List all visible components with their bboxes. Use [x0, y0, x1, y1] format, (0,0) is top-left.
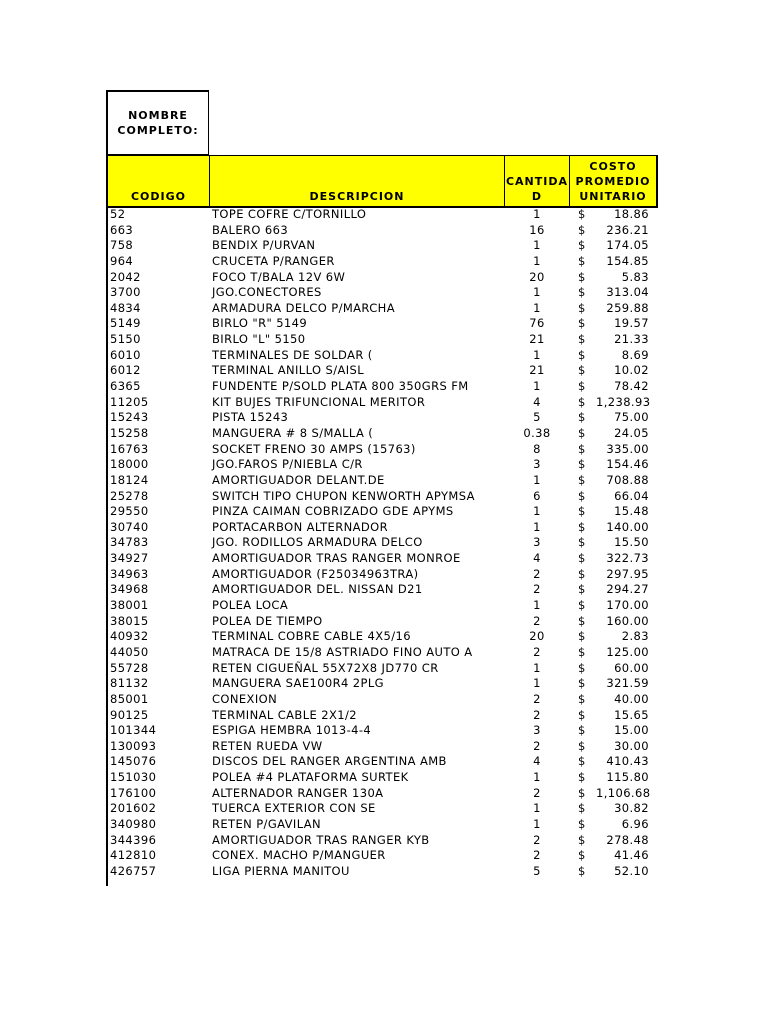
- row-description: SOCKET FRENO 30 AMPS (15763): [212, 441, 416, 456]
- row-code: 85001: [110, 691, 149, 706]
- row-code: 90125: [110, 707, 149, 722]
- row-code: 52: [110, 207, 126, 221]
- header-costo: [569, 155, 658, 208]
- row-currency-symbol: $: [578, 785, 586, 800]
- table-row: [0, 332, 768, 348]
- row-code: 38015: [110, 613, 149, 628]
- row-description: DISCOS DEL RANGER ARGENTINA AMB: [212, 754, 447, 769]
- row-currency-symbol: $: [578, 363, 586, 378]
- row-code: 964: [110, 253, 134, 268]
- header-costo-line1: COSTO: [589, 160, 637, 173]
- row-unit-cost: 2.83: [621, 629, 649, 644]
- row-quantity: 20: [529, 629, 545, 644]
- row-quantity: 1: [533, 519, 541, 534]
- row-currency-symbol: $: [578, 519, 586, 534]
- nombre-completo-label: [106, 90, 209, 155]
- row-quantity: 1: [533, 801, 541, 816]
- row-quantity: 1: [533, 504, 541, 519]
- row-unit-cost: 41.46: [614, 848, 649, 863]
- row-code: 81132: [110, 676, 149, 691]
- row-unit-cost: 278.48: [606, 832, 649, 847]
- row-code: 15243: [110, 410, 149, 425]
- row-quantity: 21: [529, 332, 545, 347]
- row-unit-cost: 313.04: [606, 285, 649, 300]
- row-currency-symbol: $: [578, 551, 586, 566]
- row-unit-cost: 60.00: [614, 660, 649, 675]
- row-description: POLEA DE TIEMPO: [212, 613, 323, 628]
- row-code: 18000: [110, 457, 149, 472]
- row-quantity: 2: [533, 582, 541, 597]
- row-code: 18124: [110, 472, 149, 487]
- table-row: [0, 316, 768, 332]
- row-description: PORTACARBON ALTERNADOR: [212, 519, 388, 534]
- row-quantity: 1: [533, 472, 541, 487]
- row-currency-symbol: $: [578, 379, 586, 394]
- row-code: 340980: [110, 816, 157, 831]
- row-quantity: 3: [533, 535, 541, 550]
- row-quantity: 1: [533, 285, 541, 300]
- row-code: 145076: [110, 754, 157, 769]
- row-code: 663: [110, 222, 134, 237]
- row-description: LIGA PIERNA MANITOU: [212, 863, 350, 878]
- row-currency-symbol: $: [578, 238, 586, 253]
- table-row: [0, 254, 768, 270]
- row-quantity: 3: [533, 457, 541, 472]
- row-quantity: 76: [529, 316, 545, 331]
- table-row: [0, 833, 768, 849]
- row-description: TERMINAL CABLE 2X1/2: [212, 707, 357, 722]
- row-currency-symbol: $: [578, 285, 586, 300]
- table-row: [0, 301, 768, 317]
- header-descripcion-label: DESCRIPCION: [309, 190, 405, 203]
- row-quantity: 2: [533, 707, 541, 722]
- table-row: [0, 348, 768, 364]
- nombre-label-line2: COMPLETO:: [117, 124, 199, 137]
- table-row: [0, 442, 768, 458]
- row-description: BIRLO "R" 5149: [212, 316, 308, 331]
- row-description: PISTA 15243: [212, 410, 289, 425]
- row-unit-cost: 154.85: [606, 253, 649, 268]
- row-unit-cost: 15.48: [614, 504, 649, 519]
- row-currency-symbol: $: [578, 316, 586, 331]
- row-description: CRUCETA P/RANGER: [212, 253, 335, 268]
- row-code: 6010: [110, 347, 141, 362]
- row-code: 412810: [110, 848, 157, 863]
- row-quantity: 1: [533, 207, 541, 221]
- row-code: 34963: [110, 566, 149, 581]
- row-unit-cost: 322.73: [606, 551, 649, 566]
- row-code: 15258: [110, 425, 149, 440]
- row-unit-cost: 236.21: [606, 222, 649, 237]
- row-quantity: 2: [533, 785, 541, 800]
- table-row: [0, 379, 768, 395]
- row-code: 758: [110, 238, 134, 253]
- row-description: AMORTIGUADOR TRAS RANGER KYB: [212, 832, 430, 847]
- header-codigo: [106, 155, 210, 208]
- header-codigo-label: CODIGO: [130, 190, 187, 203]
- table-row: [0, 739, 768, 755]
- row-code: 101344: [110, 723, 157, 738]
- row-description: TERMINAL ANILLO S/AISL: [212, 363, 365, 378]
- row-quantity: 5: [533, 863, 541, 878]
- row-quantity: 2: [533, 644, 541, 659]
- row-unit-cost: 321.59: [606, 676, 649, 691]
- row-currency-symbol: $: [578, 488, 586, 503]
- row-description: ARMADURA DELCO P/MARCHA: [212, 300, 395, 315]
- row-unit-cost: 125.00: [606, 644, 649, 659]
- table-row: [0, 551, 768, 567]
- row-unit-cost: 154.46: [606, 457, 649, 472]
- row-currency-symbol: $: [578, 300, 586, 315]
- row-currency-symbol: $: [578, 816, 586, 831]
- header-cantidad: [504, 155, 570, 208]
- row-quantity: 6: [533, 488, 541, 503]
- row-currency-symbol: $: [578, 848, 586, 863]
- row-unit-cost: 40.00: [614, 691, 649, 706]
- row-code: 4834: [110, 300, 141, 315]
- table-row: [0, 801, 768, 817]
- row-quantity: 1: [533, 770, 541, 785]
- header-cantidad-line1: CANTIDA: [505, 175, 569, 188]
- row-quantity: 5: [533, 410, 541, 425]
- row-description: TUERCA EXTERIOR CON SE: [212, 801, 376, 816]
- row-description: AMORTIGUADOR DELANT.DE: [212, 472, 385, 487]
- row-description: CONEX. MACHO P/MANGUER: [212, 848, 386, 863]
- row-currency-symbol: $: [578, 629, 586, 644]
- row-description: TERMINAL COBRE CABLE 4X5/16: [212, 629, 411, 644]
- row-code: 34927: [110, 551, 149, 566]
- row-quantity: 0.38: [523, 425, 551, 440]
- row-unit-cost: 6.96: [621, 816, 649, 831]
- row-quantity: 4: [533, 394, 541, 409]
- row-quantity: 1: [533, 816, 541, 831]
- row-quantity: 2: [533, 832, 541, 847]
- row-currency-symbol: $: [578, 472, 586, 487]
- row-currency-symbol: $: [578, 410, 586, 425]
- row-quantity: 4: [533, 754, 541, 769]
- header-costo-line3: UNITARIO: [579, 190, 647, 203]
- row-code: 16763: [110, 441, 149, 456]
- table-row: [0, 864, 768, 880]
- row-unit-cost: 410.43: [606, 754, 649, 769]
- table-row: [0, 754, 768, 770]
- row-unit-cost: 52.10: [614, 863, 649, 878]
- row-code: 34968: [110, 582, 149, 597]
- row-currency-symbol: $: [578, 832, 586, 847]
- row-quantity: 1: [533, 676, 541, 691]
- row-unit-cost: 75.00: [614, 410, 649, 425]
- row-currency-symbol: $: [578, 691, 586, 706]
- row-unit-cost: 78.42: [614, 379, 649, 394]
- table-row: [0, 567, 768, 583]
- row-unit-cost: 5.83: [621, 269, 649, 284]
- table-row: [0, 770, 768, 786]
- row-quantity: 1: [533, 300, 541, 315]
- table-row: [0, 238, 768, 254]
- row-unit-cost: 15.50: [614, 535, 649, 550]
- row-unit-cost: 19.57: [614, 316, 649, 331]
- row-unit-cost: 140.00: [606, 519, 649, 534]
- row-description: AMORTIGUADOR DEL. NISSAN D21: [212, 582, 423, 597]
- table-row: [0, 410, 768, 426]
- row-quantity: 1: [533, 347, 541, 362]
- row-code: 30740: [110, 519, 149, 534]
- table-row: [0, 363, 768, 379]
- row-currency-symbol: $: [578, 738, 586, 753]
- row-unit-cost: 18.86: [614, 207, 649, 221]
- table-row: [0, 207, 768, 223]
- row-quantity: 1: [533, 379, 541, 394]
- row-code: 25278: [110, 488, 149, 503]
- row-unit-cost: 15.00: [614, 723, 649, 738]
- row-currency-symbol: $: [578, 566, 586, 581]
- row-code: 5149: [110, 316, 141, 331]
- row-unit-cost: 8.69: [621, 347, 649, 362]
- row-currency-symbol: $: [578, 269, 586, 284]
- row-description: KIT BUJES TRIFUNCIONAL MERITOR: [212, 394, 426, 409]
- row-currency-symbol: $: [578, 253, 586, 268]
- table-row: [0, 473, 768, 489]
- row-description: POLEA #4 PLATAFORMA SURTEK: [212, 770, 409, 785]
- table-row: [0, 270, 768, 286]
- header-costo-line2: PROMEDIO: [575, 175, 651, 188]
- row-quantity: 21: [529, 363, 545, 378]
- row-unit-cost: 335.00: [606, 441, 649, 456]
- row-code: 201602: [110, 801, 157, 816]
- row-code: 176100: [110, 785, 157, 800]
- table-row: [0, 504, 768, 520]
- row-unit-cost: 294.27: [606, 582, 649, 597]
- table-row: [0, 676, 768, 692]
- row-unit-cost: 24.05: [614, 425, 649, 440]
- row-code: 34783: [110, 535, 149, 550]
- row-quantity: 8: [533, 441, 541, 456]
- table-row: [0, 535, 768, 551]
- table-row: [0, 661, 768, 677]
- row-currency-symbol: $: [578, 863, 586, 878]
- row-code: 2042: [110, 269, 141, 284]
- row-unit-cost: 10.02: [614, 363, 649, 378]
- row-currency-symbol: $: [578, 347, 586, 362]
- header-descripcion: [209, 155, 505, 208]
- row-quantity: 1: [533, 253, 541, 268]
- table-row: [0, 285, 768, 301]
- row-description: RETEN RUEDA VW: [212, 738, 323, 753]
- row-description: AMORTIGUADOR (F25034963TRA): [212, 566, 419, 581]
- row-currency-symbol: $: [578, 598, 586, 613]
- table-row: [0, 629, 768, 645]
- row-quantity: 1: [533, 238, 541, 253]
- row-quantity: 1: [533, 598, 541, 613]
- row-currency-symbol: $: [578, 613, 586, 628]
- table-row: [0, 692, 768, 708]
- row-description: MANGUERA # 8 S/MALLA (: [212, 425, 374, 440]
- row-unit-cost: 30.00: [614, 738, 649, 753]
- table-row: [0, 395, 768, 411]
- row-code: 6365: [110, 379, 141, 394]
- row-currency-symbol: $: [578, 504, 586, 519]
- table-row: [0, 223, 768, 239]
- row-unit-cost: 297.95: [606, 566, 649, 581]
- table-row: [0, 520, 768, 536]
- row-unit-cost: 1,238.93: [596, 394, 651, 409]
- row-description: POLEA LOCA: [212, 598, 289, 613]
- row-description: PINZA CAIMAN COBRIZADO GDE APYMS: [212, 504, 454, 519]
- table-row: [0, 614, 768, 630]
- items-table: [0, 207, 768, 880]
- row-description: FUNDENTE P/SOLD PLATA 800 350GRS FM: [212, 379, 469, 394]
- table-row: [0, 426, 768, 442]
- row-currency-symbol: $: [578, 535, 586, 550]
- row-code: 130093: [110, 738, 157, 753]
- table-row: [0, 708, 768, 724]
- row-description: SWITCH TIPO CHUPON KENWORTH APYMSA: [212, 488, 475, 503]
- row-code: 344396: [110, 832, 157, 847]
- header-cantidad-line2: D: [531, 190, 543, 203]
- row-code: 5150: [110, 332, 141, 347]
- row-description: FOCO T/BALA 12V 6W: [212, 269, 346, 284]
- row-unit-cost: 259.88: [606, 300, 649, 315]
- row-description: RETEN P/GAVILAN: [212, 816, 322, 831]
- row-code: 40932: [110, 629, 149, 644]
- row-code: 6012: [110, 363, 141, 378]
- row-currency-symbol: $: [578, 425, 586, 440]
- table-row: [0, 489, 768, 505]
- row-description: MANGUERA SAE100R4 2PLG: [212, 676, 384, 691]
- row-quantity: 3: [533, 723, 541, 738]
- row-description: JGO. RODILLOS ARMADURA DELCO: [212, 535, 423, 550]
- row-currency-symbol: $: [578, 707, 586, 722]
- row-quantity: 2: [533, 738, 541, 753]
- row-currency-symbol: $: [578, 801, 586, 816]
- row-code: 11205: [110, 394, 149, 409]
- row-currency-symbol: $: [578, 207, 586, 221]
- row-unit-cost: 15.65: [614, 707, 649, 722]
- row-description: TOPE COFRE C/TORNILLO: [212, 207, 367, 221]
- row-code: 38001: [110, 598, 149, 613]
- row-quantity: 4: [533, 551, 541, 566]
- row-currency-symbol: $: [578, 441, 586, 456]
- row-code: 426757: [110, 863, 157, 878]
- table-row: [0, 457, 768, 473]
- row-description: ESPIGA HEMBRA 1013-4-4: [212, 723, 372, 738]
- row-code: 44050: [110, 644, 149, 659]
- row-description: BENDIX P/URVAN: [212, 238, 316, 253]
- row-quantity: 2: [533, 613, 541, 628]
- row-quantity: 1: [533, 660, 541, 675]
- row-currency-symbol: $: [578, 754, 586, 769]
- table-row: [0, 582, 768, 598]
- row-quantity: 2: [533, 566, 541, 581]
- table-row: [0, 645, 768, 661]
- row-unit-cost: 160.00: [606, 613, 649, 628]
- row-code: 55728: [110, 660, 149, 675]
- row-unit-cost: 66.04: [614, 488, 649, 503]
- row-currency-symbol: $: [578, 644, 586, 659]
- row-description: BALERO 663: [212, 222, 289, 237]
- row-description: RETEN CIGUEÑAL 55X72X8 JD770 CR: [212, 660, 439, 675]
- table-row: [0, 598, 768, 614]
- row-unit-cost: 1,106.68: [596, 785, 651, 800]
- row-code: 151030: [110, 770, 157, 785]
- row-description: MATRACA DE 15/8 ASTRIADO FINO AUTO A: [212, 644, 473, 659]
- row-description: ALTERNADOR RANGER 130A: [212, 785, 384, 800]
- row-quantity: 20: [529, 269, 545, 284]
- row-currency-symbol: $: [578, 394, 586, 409]
- row-quantity: 16: [529, 222, 545, 237]
- row-currency-symbol: $: [578, 582, 586, 597]
- row-description: TERMINALES DE SOLDAR (: [212, 347, 373, 362]
- table-row: [0, 723, 768, 739]
- row-currency-symbol: $: [578, 723, 586, 738]
- row-currency-symbol: $: [578, 222, 586, 237]
- row-code: 29550: [110, 504, 149, 519]
- row-unit-cost: 21.33: [614, 332, 649, 347]
- row-unit-cost: 708.88: [606, 472, 649, 487]
- table-row: [0, 786, 768, 802]
- row-currency-symbol: $: [578, 660, 586, 675]
- row-quantity: 2: [533, 691, 541, 706]
- row-description: JGO.FAROS P/NIEBLA C/R: [212, 457, 363, 472]
- table-row: [0, 848, 768, 864]
- row-unit-cost: 115.80: [606, 770, 649, 785]
- row-description: JGO.CONECTORES: [212, 285, 322, 300]
- row-code: 3700: [110, 285, 141, 300]
- table-row: [0, 817, 768, 833]
- row-quantity: 2: [533, 848, 541, 863]
- row-description: AMORTIGUADOR TRAS RANGER MONROE: [212, 551, 461, 566]
- row-unit-cost: 170.00: [606, 598, 649, 613]
- row-description: CONEXION: [212, 691, 278, 706]
- row-unit-cost: 174.05: [606, 238, 649, 253]
- row-currency-symbol: $: [578, 770, 586, 785]
- row-description: BIRLO "L" 5150: [212, 332, 306, 347]
- row-currency-symbol: $: [578, 676, 586, 691]
- row-unit-cost: 30.82: [614, 801, 649, 816]
- row-currency-symbol: $: [578, 457, 586, 472]
- row-currency-symbol: $: [578, 332, 586, 347]
- nombre-label-line1: NOMBRE: [128, 109, 188, 122]
